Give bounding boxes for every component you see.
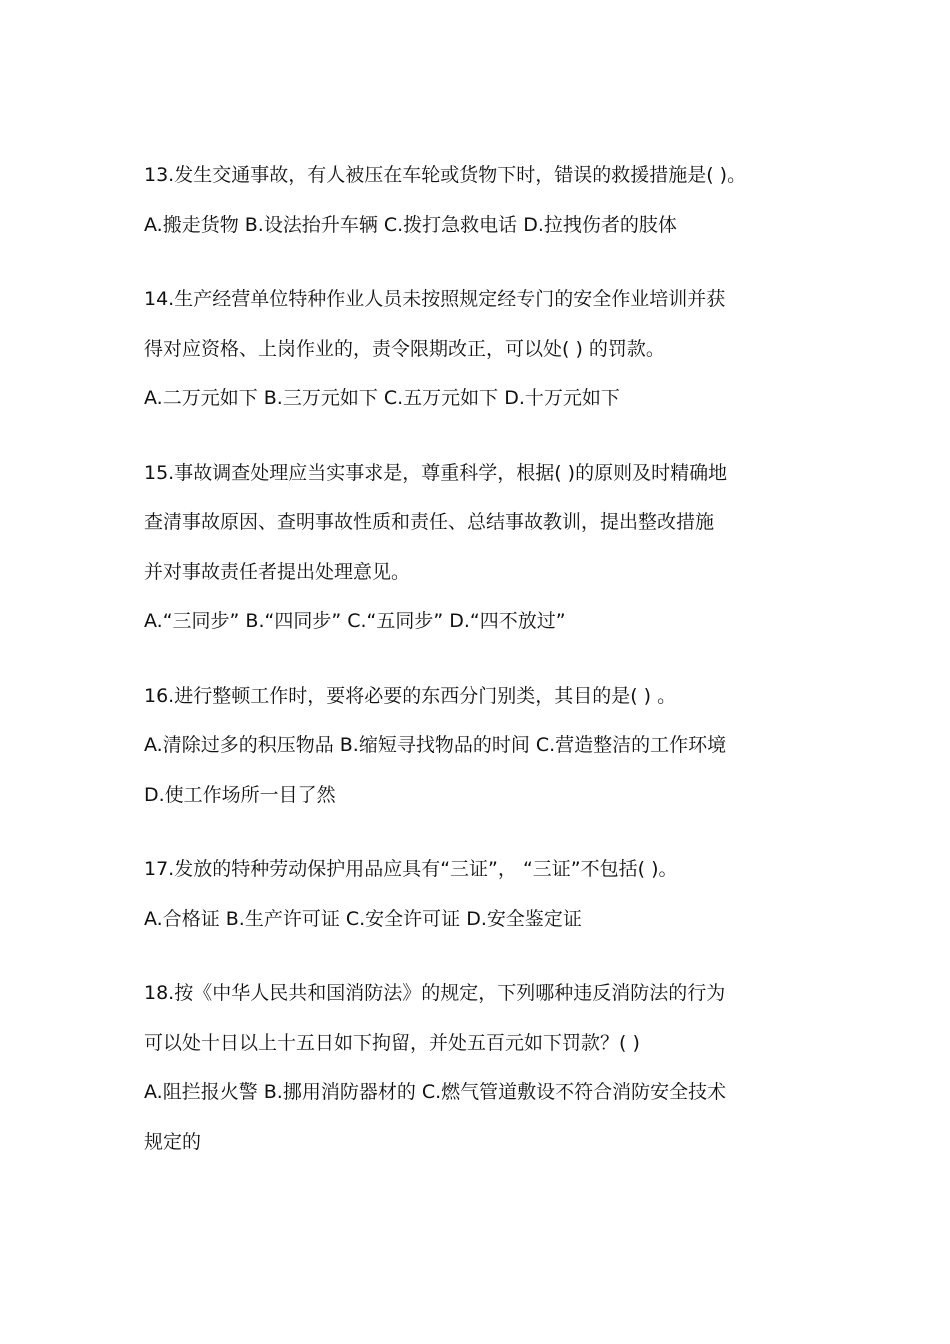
question-15 bbox=[144, 449, 814, 647]
question-text: 13.发生交通事故，有人被压在车轮或货物下时，错误的救援措施是( )。 bbox=[144, 164, 747, 186]
question-text: 查清事故原因、查明事故性质和责任、总结事故教训，提出整改措施 bbox=[144, 511, 715, 533]
question-list bbox=[144, 151, 814, 1192]
answer-options: A.搬走货物 B.设法抬升车辆 C.拨打急救电话 D.拉拽伤者的肢体 bbox=[144, 213, 677, 236]
answer-options: 规定的 bbox=[144, 1130, 202, 1153]
question-text: 可以处十日以上十五日如下拘留，并处五百元如下罚款？( ) bbox=[144, 1031, 640, 1054]
answer-options: D.使工作场所一目了然 bbox=[144, 783, 336, 806]
question-text: 16.进行整顿工作时，要将必要的东西分门别类，其目的是( ) 。 bbox=[144, 684, 677, 707]
question-text: 17.发放的特种劳动保护用品应具有“三证”， “三证”不包括( )。 bbox=[144, 858, 678, 880]
question-14 bbox=[144, 275, 814, 424]
question-16 bbox=[144, 672, 814, 821]
answer-options: A.清除过多的积压物品 B.缩短寻找物品的时间 C.营造整洁的工作环境 bbox=[144, 734, 727, 756]
answer-options: A.合格证 B.生产许可证 C.安全许可证 D.安全鉴定证 bbox=[144, 907, 582, 930]
question-text: 并对事故责任者提出处理意见。 bbox=[144, 560, 411, 583]
answer-options: A.阻拦报火警 B.挪用消防器材的 C.燃气管道敷设不符合消防安全技术 bbox=[144, 1081, 727, 1103]
question-text: 15.事故调查处理应当实事求是，尊重科学，根据( )的原则及时精确地 bbox=[144, 461, 728, 484]
question-text: 得对应资格、上岗作业的，责令限期改正，可以处( ) 的罚款。 bbox=[144, 337, 665, 360]
question-text: 18.按《中华人民共和国消防法》的规定，下列哪种违反消防法的行为 bbox=[144, 982, 726, 1004]
question-17 bbox=[144, 845, 814, 944]
answer-options: A.二万元如下 B.三万元如下 C.五万元如下 D.十万元如下 bbox=[144, 387, 620, 409]
question-13 bbox=[144, 151, 814, 250]
answer-options: A.“三同步” B.“四同步” C.“五同步” D.“四不放过” bbox=[144, 610, 566, 632]
question-text: 14.生产经营单位特种作业人员未按照规定经专门的安全作业培训并获 bbox=[144, 288, 726, 310]
question-18 bbox=[144, 969, 814, 1167]
